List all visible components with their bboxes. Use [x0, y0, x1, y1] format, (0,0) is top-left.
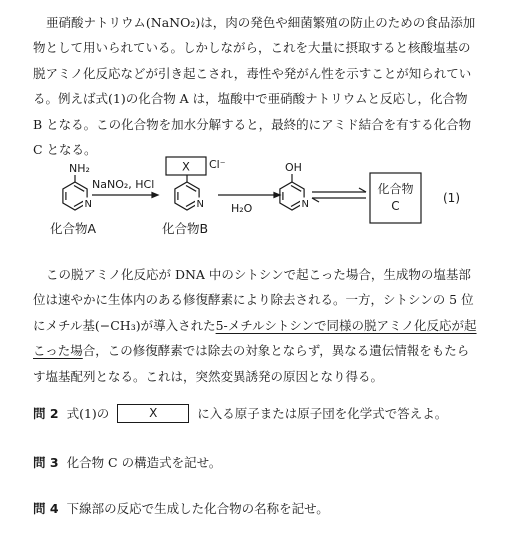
reaction-arrow-2-head: [274, 193, 280, 198]
nh2-label: NH₂: [69, 162, 90, 175]
question-4: [33, 500, 329, 518]
nitrogen-atom-b: N: [196, 199, 204, 210]
mutation-text-after: 合，この修復酵素では除去の対象とならず，異なる遺伝情報をもたらす塩基配列となる。これは，突然変異誘発の原因となり得る。: [33, 343, 470, 384]
nitrogen-atom-hp: N: [301, 199, 309, 210]
question-2: [33, 404, 447, 423]
compound-c-line2: C: [391, 199, 400, 213]
compound-a-label: 化合物A: [50, 221, 97, 236]
question-2-prefix: 式(1)の: [66, 405, 110, 421]
oh-label: OH: [285, 161, 302, 174]
question-2-suffix: に入る原子または原子団を化学式で答えよ。: [197, 405, 448, 421]
question-3-text: 化合物 C の構造式を記せ。: [66, 455, 222, 470]
underlined-reaction: 5-メチルシトシンで同様の脱アミノ化反応が起こった場: [33, 317, 477, 359]
mutation-text-before: この脱アミノ化反応が DNA 中のシトシンで起こった場合，生成物の塩基部位は速やかに生体内のある修復酵素により除去される。一方，シトシンの 5 位にメチル基(−CH₃)が導入された: [33, 267, 474, 333]
nitrogen-atom-a: N: [84, 199, 92, 210]
compound-b-label: 化合物B: [162, 221, 209, 236]
reaction-scheme: [0, 150, 514, 245]
question-3: [33, 454, 221, 472]
question-4-number: 問 4: [33, 501, 59, 516]
reagents-label: NaNO₂, HCl: [92, 178, 155, 191]
compound-c-box: [370, 173, 421, 223]
equilibrium-arrows: [312, 188, 366, 202]
question-4-text: 下線部の反応で生成した化合物の名称を記せ。: [66, 501, 329, 516]
equation-number: (1): [443, 191, 460, 205]
intro-text: 亜硝酸ナトリウム(NaNO₂)は，肉の発色や細菌繁殖の防止のための食品添加物として用いられている。しかしながら，これを大量に摂取すると核酸塩基の脱アミノ化反応などが引き起こされ，毒性や発がん性を示すことが知られている。例えば式(1)の化合物 A は，塩酸中で亜硝酸ナトリウムと反応し，化合物 B となる。この化合物を加水分解すると，最終的にアミド結合を有する化合物 C となる。: [33, 15, 476, 158]
question-2-x-box: X: [117, 404, 189, 423]
reaction-scheme-drawing: [0, 150, 514, 245]
compound-c-line1: 化合物: [377, 182, 414, 196]
intro-paragraph: [33, 10, 478, 162]
x-placeholder-text: X: [182, 159, 190, 174]
mutation-paragraph: [33, 262, 478, 389]
chloride-label: Cl⁻: [209, 158, 226, 171]
question-3-number: 問 3: [33, 455, 59, 470]
water-label: H₂O: [231, 202, 253, 215]
question-2-number: 問 2: [33, 405, 59, 421]
reaction-arrow-1-head: [152, 193, 158, 198]
